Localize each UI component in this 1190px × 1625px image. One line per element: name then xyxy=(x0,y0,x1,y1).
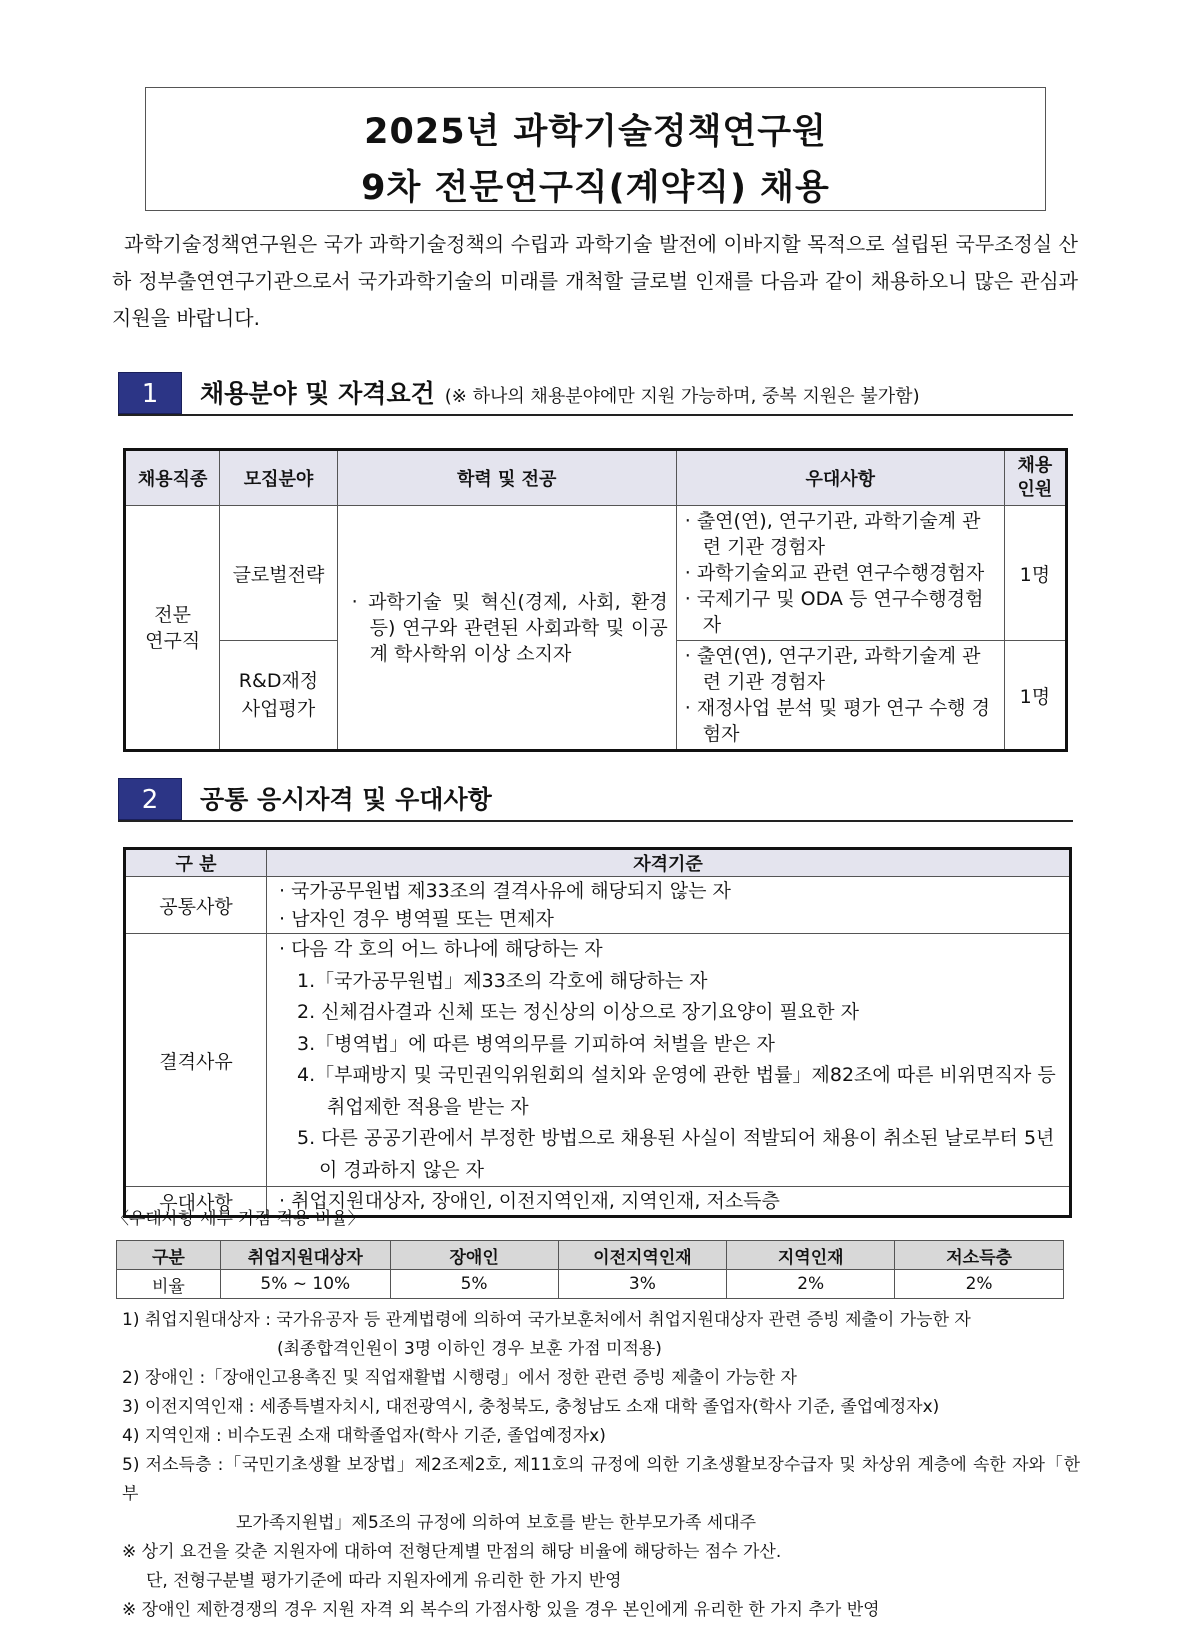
common-criteria xyxy=(267,877,1071,934)
note-item-cont: 단, 전형구분별 평가기준에 따라 지원자에게 유리한 한 가지 반영 xyxy=(146,1571,622,1591)
education-cell xyxy=(337,506,676,751)
section2-title: 공통 응시자격 및 우대사항 xyxy=(200,785,492,814)
table-row xyxy=(125,877,1071,934)
intro-paragraph: 과학기술정책연구원은 국가 과학기술정책의 수립과 과학기술 발전에 이바지할 목적으로 설립된 국무조정실 산하 정부출연연구기관으로서 국가과학기술의 미래를 개척할 글로벌 인재를 다음과 같이 채용하오니 많은 관심과 지원을 바랍니다. xyxy=(112,232,1078,330)
pref-label: 우대사항 xyxy=(125,1187,267,1217)
section1-title-text: 채용분야 및 자격요건 xyxy=(200,379,435,408)
note-item: 1) 취업지원대상자 : 국가유공자 등 관계법령에 의하여 국가보훈처에서 취업지원대상자 관련 증빙 제출이 가능한 자 xyxy=(122,1310,971,1330)
preferences-cell xyxy=(676,641,1004,751)
ratio-header: 장애인 xyxy=(390,1241,558,1270)
qualification-table xyxy=(123,847,1072,1218)
pref-item: · 출연(연), 연구기관, 과학기술계 관련 기관 경험자 xyxy=(684,645,981,693)
ratio-caption: 〈우대사항 세부 가점 적용 비율〉 xyxy=(112,1209,365,1229)
count-cell: 1명 xyxy=(1004,506,1066,641)
count-cell: 1명 xyxy=(1004,641,1066,751)
note-item: 5) 저소득층 :「국민기초생활 보장법」제2조제2호, 제11호의 규정에 의한 기초생활보장수급자 및 차상위 계층에 속한 자와「한부 xyxy=(122,1455,1080,1504)
header-education: 학력 및 전공 xyxy=(337,450,676,506)
table-row xyxy=(125,934,1071,1187)
header-job-type: 채용직종 xyxy=(125,450,220,506)
ratio-header: 취업지원대상자 xyxy=(220,1241,390,1270)
preferences-cell xyxy=(676,506,1004,641)
header-count: 채용 인원 xyxy=(1004,450,1066,506)
pref-item: · 재정사업 분석 및 평가 연구 수행 경험자 xyxy=(684,697,991,745)
disq-item: 4.「부패방지 및 국민권익위원회의 설치와 운영에 관한 법률」제82조에 따른 비위면직자 등 xyxy=(297,1064,1056,1086)
ratio-table xyxy=(116,1240,1064,1299)
ratio-value: 5% xyxy=(390,1270,558,1299)
disq-item: 2. 신체검사결과 신체 또는 정신상의 이상으로 장기요양이 필요한 자 xyxy=(297,1001,860,1023)
disq-item: 1.「국가공무원법」제33조의 각호에 해당하는 자 xyxy=(297,969,708,992)
criteria-item: · 남자인 경우 병역필 또는 면제자 xyxy=(279,908,554,930)
recruitment-table xyxy=(123,448,1068,752)
notes xyxy=(122,1306,1080,1625)
recruitment-header-row xyxy=(125,450,1067,506)
pref-criteria: · 취업지원대상자, 장애인, 이전지역인재, 지역인재, 저소득층 xyxy=(267,1187,1071,1217)
ratio-header: 저소득층 xyxy=(895,1241,1064,1270)
disq-item: 3.「병역법」에 따른 병역의무를 기피하여 처벌을 받은 자 xyxy=(297,1032,775,1055)
section1-note: (※ 하나의 채용분야에만 지원 가능하며, 중복 지원은 불가함) xyxy=(444,386,920,407)
note-item: 4) 지역인재 : 비수도권 소재 대학졸업자(학사 기준, 졸업예정자x) xyxy=(122,1426,606,1446)
ratio-header: 이전지역인재 xyxy=(558,1241,727,1270)
section1-heading xyxy=(118,372,1073,416)
section1-number: 1 xyxy=(118,372,182,414)
ratio-value: 2% xyxy=(727,1270,895,1299)
header-field: 모집분야 xyxy=(220,450,337,506)
ratio-header: 지역인재 xyxy=(727,1241,895,1270)
criteria-item: · 국가공무원법 제33조의 결격사유에 해당되지 않는 자 xyxy=(279,880,731,902)
ratio-header: 구분 xyxy=(117,1241,221,1270)
header-preferences: 우대사항 xyxy=(676,450,1004,506)
ratio-value: 3% xyxy=(558,1270,727,1299)
section2-heading xyxy=(118,778,1073,822)
note-item: 3) 이전지역인재 : 세종특별자치시, 대전광역시, 충청북도, 충청남도 소재 대학 졸업자(학사 기준, 졸업예정자x) xyxy=(122,1397,940,1417)
pref-item: · 출연(연), 연구기관, 과학기술계 관련 기관 경험자 xyxy=(684,510,981,558)
note-item: ※ 상기 요건을 갖춘 지원자에 대하여 전형단계별 만점의 해당 비율에 해당하는 점수 가산. xyxy=(122,1542,782,1562)
page-title-line1: 2025년 과학기술정책연구원 xyxy=(364,112,827,152)
title-box xyxy=(145,87,1046,211)
header-criteria: 자격기준 xyxy=(267,849,1071,877)
note-item: ※ 장애인 제한경쟁의 경우 지원 자격 외 복수의 가점사항 있을 경우 본인에게 유리한 한 가지 추가 반영 xyxy=(122,1600,880,1620)
disq-item-cont: 취업제한 적용을 받는 자 xyxy=(327,1095,529,1118)
ratio-value: 5% ~ 10% xyxy=(220,1270,390,1299)
header-category: 구 분 xyxy=(125,849,267,877)
note-item: 2) 장애인 :「장애인고용촉진 및 직업재활법 시행령」에서 정한 관련 증빙 제출이 가능한 자 xyxy=(122,1368,797,1388)
field-cell: R&D재정 사업평가 xyxy=(220,641,337,751)
ratio-header-row xyxy=(117,1241,1064,1270)
section2-number: 2 xyxy=(118,778,182,820)
criteria-item: · 다음 각 호의 어느 하나에 해당하는 자 xyxy=(279,938,603,960)
ratio-value: 2% xyxy=(895,1270,1064,1299)
note-item-cont: 모가족지원법」제5조의 규정에 의하여 보호를 받는 한부모가족 세대주 xyxy=(236,1513,757,1533)
education-text: · 과학기술 및 혁신(경제, 사회, 환경 등) 연구와 관련된 사회과학 및 이공계 학사학위 이상 소지자 xyxy=(351,590,668,665)
section1-title xyxy=(200,374,920,410)
disq-criteria xyxy=(267,934,1071,1187)
page-title-line2: 9차 전문연구직(계약직) 채용 xyxy=(361,168,830,208)
disq-item-cont: 이 경과하지 않은 자 xyxy=(319,1158,484,1181)
field-cell: 글로벌전략 xyxy=(220,506,337,641)
qualification-header-row xyxy=(125,849,1071,877)
ratio-value-row xyxy=(117,1270,1064,1299)
ratio-value: 비율 xyxy=(117,1270,221,1299)
disq-label: 결격사유 xyxy=(125,934,267,1187)
common-label: 공통사항 xyxy=(125,877,267,934)
pref-item: · 국제기구 및 ODA 등 연구수행경험자 xyxy=(684,588,984,636)
table-row xyxy=(125,506,1067,641)
disq-item: 5. 다른 공공기관에서 부정한 방법으로 채용된 사실이 적발되어 채용이 취소된 날로부터 5년 xyxy=(297,1127,1055,1149)
note-item-cont: (최종합격인원이 3명 이하인 경우 보훈 가점 미적용) xyxy=(277,1339,662,1359)
pref-item: · 과학기술외교 관련 연구수행경험자 xyxy=(684,562,985,584)
job-type-cell: 전문 연구직 xyxy=(125,506,220,751)
